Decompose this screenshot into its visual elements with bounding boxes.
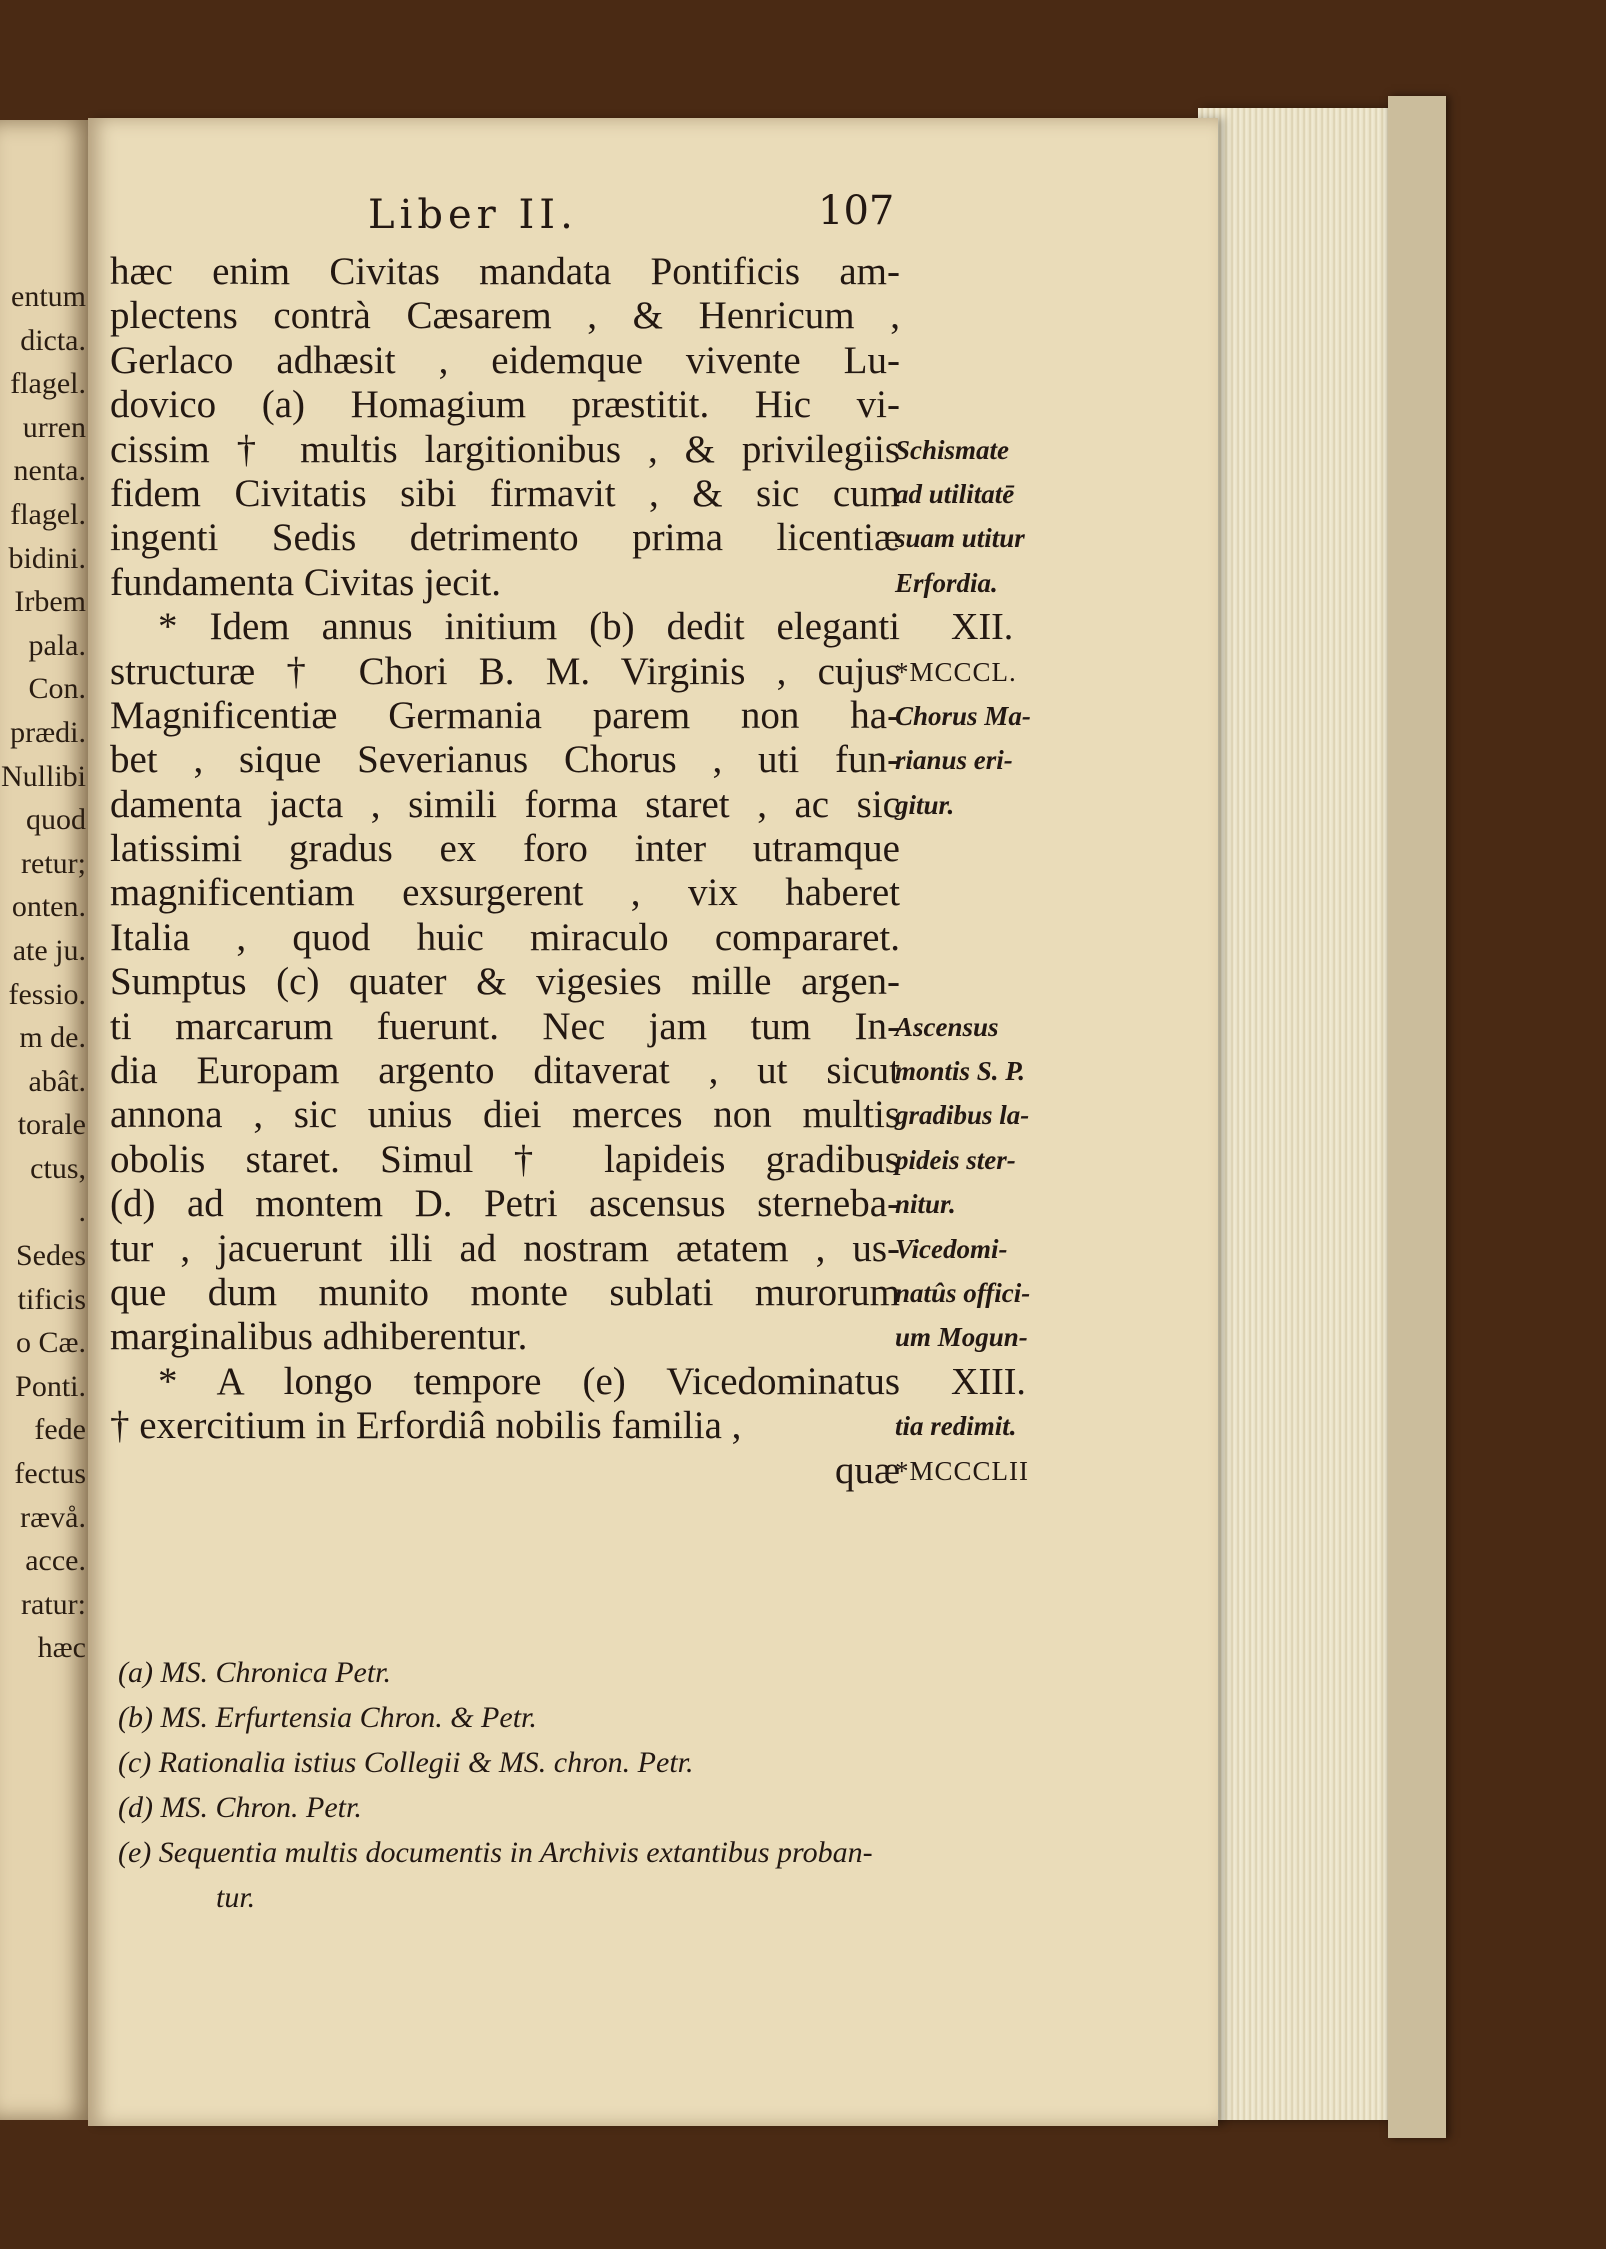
left-page-fragment: quod	[26, 803, 86, 837]
text-line: structuræ † Chori B. M. Virginis , cujus	[110, 649, 900, 693]
marginal-note: Schismate	[895, 434, 1010, 465]
left-page-fragment: m de.	[19, 1021, 86, 1055]
left-page-fragment: entum	[11, 280, 86, 313]
text-line: ti marcarum fuerunt. Nec jam tum In-	[110, 1004, 900, 1048]
book-cover-edge	[1388, 96, 1446, 2138]
main-text-block	[110, 250, 900, 1493]
marginal-spacer	[895, 383, 1105, 427]
marginal-note: XII.	[951, 606, 1014, 649]
marginal-spacer	[895, 294, 1105, 338]
marginal-note: XIII.	[951, 1360, 1026, 1403]
left-page-fragment: hæc	[37, 1631, 86, 1665]
marginal-spacer	[895, 916, 1105, 960]
marginal-note: um Mogun-	[895, 1322, 1028, 1353]
left-page-fragment: abât.	[28, 1064, 86, 1098]
text-line: marginalibus adhiberentur.	[110, 1315, 528, 1359]
marginal-spacer	[895, 250, 1105, 294]
marginal-note: natûs offici-	[895, 1277, 1031, 1308]
marginal-note: gradibus la-	[895, 1100, 1030, 1131]
left-page-fragment: Ponti.	[15, 1369, 86, 1403]
marginal-note: suam utitur	[895, 523, 1025, 554]
page-number: 107	[818, 188, 895, 234]
text-line: cissim † multis largitionibus , & privilegiis	[110, 427, 900, 471]
footnote: tur.	[216, 1881, 256, 1914]
marginal-note: ad utilitatē	[895, 478, 1015, 509]
marginal-note: rianus eri-	[895, 745, 1013, 776]
left-page-fragment: dicta.	[20, 323, 86, 357]
marginal-spacer	[895, 339, 1105, 383]
text-line: tur , jacuerunt illi ad nostram ætatem , us-	[110, 1226, 900, 1270]
left-page-fragment: Nullibi	[0, 759, 86, 793]
left-page-fragment: Sedes	[16, 1239, 86, 1273]
marginal-note: Ascensus	[895, 1011, 999, 1042]
running-head: Liber II.	[368, 192, 578, 238]
left-page-fragment: urren	[22, 410, 86, 444]
footnotes	[118, 1650, 1118, 1920]
text-line: Sumptus (c) quater & vigesies mille argen-	[110, 960, 900, 1004]
left-page	[0, 120, 92, 2120]
text-line: fidem Civitatis sibi firmavit , & sic cum	[110, 471, 900, 515]
left-page-fragment: retur;	[21, 846, 86, 880]
left-page-fragment: prædi.	[10, 715, 86, 749]
marginal-note: tia redimit.	[895, 1411, 1017, 1442]
page-edges	[1198, 108, 1408, 2120]
footnote: (a) MS. Chronica Petr.	[118, 1656, 392, 1689]
left-page-fragment: pala.	[28, 628, 86, 662]
left-page-fragment: flagel.	[10, 497, 86, 531]
left-page-fragment: o Cæ.	[15, 1326, 86, 1360]
left-page-fragment: .	[78, 1195, 86, 1229]
text-line: fundamenta Civitas jecit.	[110, 560, 501, 604]
text-line: * Idem annus initium (b) dedit eleganti	[158, 605, 900, 649]
marginal-note: Chorus Ma-	[895, 700, 1031, 731]
marginal-note: montis S. P.	[895, 1056, 1026, 1087]
marginal-note: *MCCCLII	[895, 1455, 1030, 1486]
text-line: (d) ad montem D. Petri ascensus sterneba-	[110, 1182, 900, 1226]
footnote: (c) Rationalia istius Collegii & MS. chron. Petr.	[118, 1746, 694, 1779]
left-page-fragment: fessio.	[8, 977, 86, 1011]
marginal-note: *MCCCL.	[895, 656, 1017, 687]
left-page-fragment: ctus,	[30, 1151, 86, 1185]
text-line: bet , sique Severianus Chorus , uti fun-	[110, 738, 900, 782]
text-line: magnificentiam exsurgerent , vix haberet	[110, 871, 900, 915]
marginal-note: gitur.	[895, 789, 955, 820]
text-line: dovico (a) Homagium præstitit. Hic vi-	[110, 383, 900, 427]
left-page-fragment: torale	[17, 1108, 86, 1142]
left-page-fragment: bidini.	[8, 541, 86, 575]
left-page-fragment: rævå.	[20, 1500, 86, 1534]
text-line: Italia , quod huic miraculo compararet.	[110, 915, 900, 959]
text-line: dia Europam argento ditaverat , ut sicut	[110, 1049, 900, 1093]
text-line: annona , sic unius diei merces non multis	[110, 1093, 900, 1137]
marginal-spacer	[895, 827, 1105, 871]
marginal-note: Erfordia.	[895, 567, 998, 598]
text-line: * A longo tempore (e) Vicedominatus	[158, 1359, 900, 1403]
text-line: hæc enim Civitas mandata Pontificis am-	[110, 250, 900, 293]
text-line: latissimi gradus ex foro inter utramque	[110, 827, 900, 871]
text-line: damenta jacta , simili forma staret , ac sic	[110, 782, 900, 826]
marginal-spacer	[895, 960, 1105, 1004]
text-line: Magnificentiæ Germania parem non ha-	[110, 693, 900, 737]
left-page-fragment: fectus	[14, 1457, 86, 1491]
text-line: obolis staret. Simul † lapideis gradibus	[110, 1137, 900, 1181]
left-page-fragment: flagel.	[10, 367, 86, 401]
left-page-fragment: nenta.	[13, 454, 86, 488]
footnote: (b) MS. Erfurtensia Chron. & Petr.	[118, 1701, 537, 1734]
marginal-notes	[895, 250, 1105, 1493]
left-page-fragment: onten.	[11, 890, 86, 924]
left-page-fragment: fede	[34, 1413, 86, 1447]
text-line: que dum munito monte sublati murorum	[110, 1270, 900, 1314]
marginal-spacer	[895, 871, 1105, 915]
marginal-note: Vicedomi-	[895, 1233, 1008, 1264]
text-line: † exercitium in Erfordiâ nobilis familia ,	[110, 1404, 742, 1448]
left-page-fragment: acce.	[25, 1544, 86, 1578]
left-page-fragment: Con.	[28, 672, 86, 706]
marginal-note: pideis ster-	[895, 1144, 1016, 1175]
text-line: Gerlaco adhæsit , eidemque vivente Lu-	[110, 338, 900, 382]
footnote: (e) Sequentia multis documentis in Archivis extantibus proban-	[118, 1836, 873, 1869]
text-line: ingenti Sedis detrimento prima licentiæ	[110, 516, 900, 560]
left-page-fragment: Irbem	[14, 585, 86, 619]
left-page-fragment: tificis	[17, 1282, 86, 1316]
left-page-fragment: ratur:	[21, 1587, 86, 1621]
marginal-note: nitur.	[895, 1189, 956, 1220]
left-page-fragments	[0, 275, 86, 1670]
footnote: (d) MS. Chron. Petr.	[118, 1791, 362, 1824]
text-line: plectens contrà Cæsarem , & Henricum ,	[110, 294, 900, 338]
left-page-fragment: ate ju.	[12, 933, 86, 967]
text-line: quæ	[834, 1448, 900, 1492]
